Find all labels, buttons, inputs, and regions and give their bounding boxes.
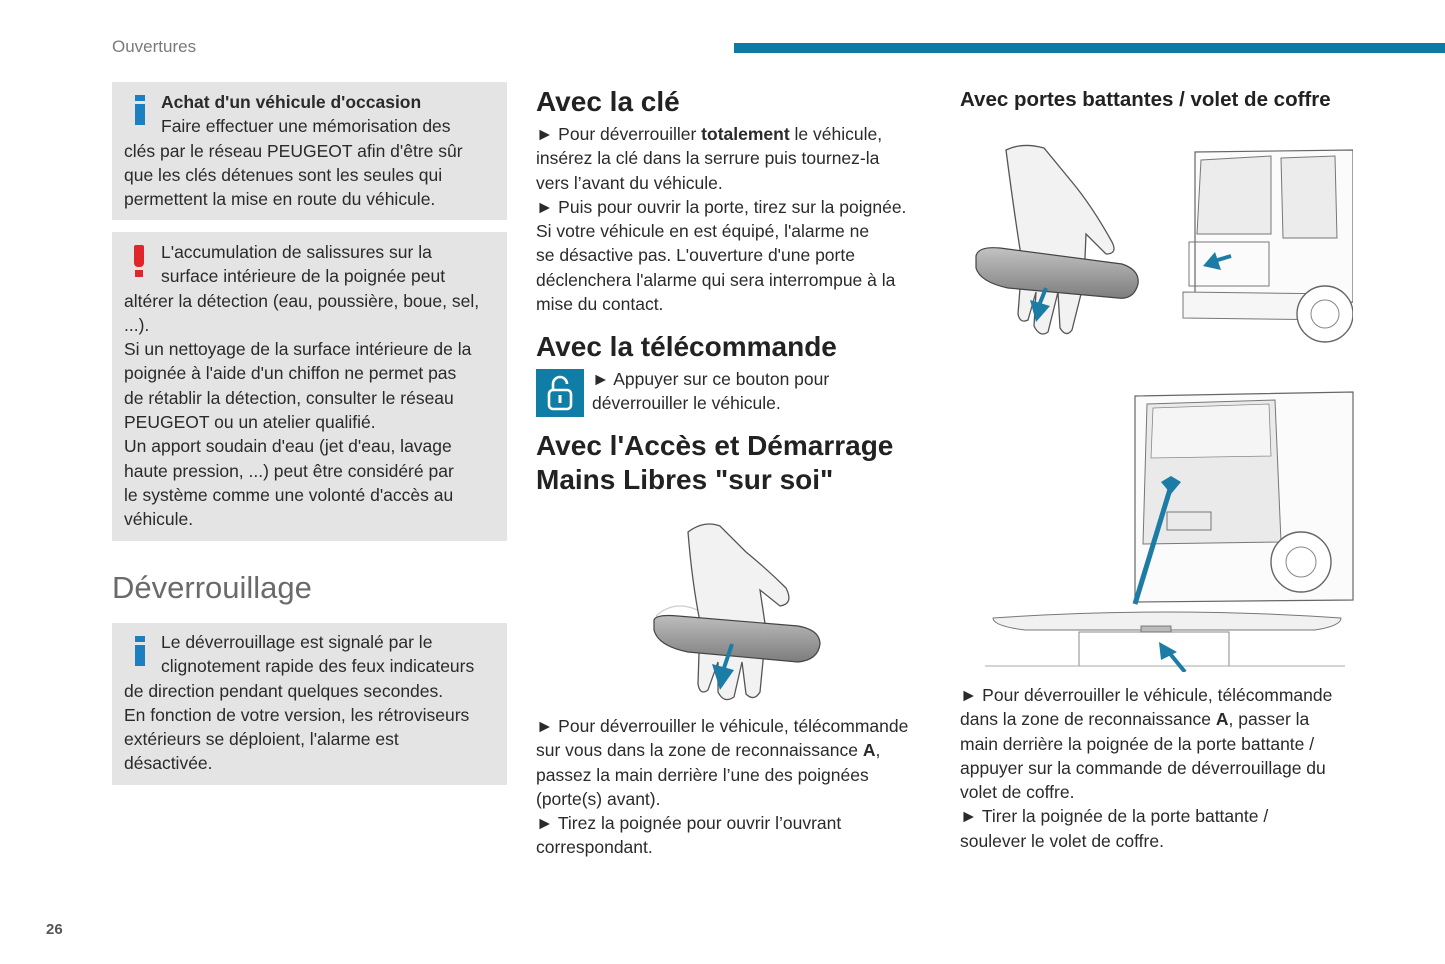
note-line: clés par le réseau PEUGEOT afin d'être sûr — [124, 140, 463, 161]
text-line: volet de coffre. — [960, 782, 1075, 803]
warning-icon — [132, 245, 146, 279]
note-line: surface intérieure de la poignée peut — [161, 266, 446, 287]
warning-note-salissures — [112, 232, 507, 541]
text-line: (porte(s) avant). — [536, 788, 661, 809]
header-accent-bar — [734, 43, 1445, 53]
heading-avec-cle: Avec la clé — [536, 86, 680, 117]
note-line: de rétablir la détection, consulter le réseau — [124, 387, 454, 408]
hand-handle-illustration — [648, 512, 828, 712]
page-number: 26 — [46, 921, 63, 938]
paragraph-avec-acces — [536, 714, 936, 860]
text-line: appuyer sur la commande de déverrouillage du — [960, 757, 1326, 778]
note-line: véhicule. — [124, 509, 194, 530]
heading-avec-acces: Avec l'Accès et Démarrage Mains Libres "sur soi" — [536, 430, 894, 495]
heading-avec-telecommande: Avec la télécommande — [536, 331, 837, 362]
van-rear-swing-doors-illustration — [1175, 142, 1353, 352]
info-icon — [134, 95, 146, 129]
note-line: PEUGEOT ou un atelier qualifié. — [124, 412, 376, 433]
note-line: Si un nettoyage de la surface intérieure de la — [124, 339, 472, 360]
note-line: le système comme une volonté d'accès au — [124, 484, 454, 505]
text-line: Si votre véhicule en est équipé, l'alarme ne — [536, 221, 870, 242]
text-line: sur vous dans la zone de reconnaissance A, — [536, 740, 881, 761]
note-line: poignée à l'aide d'un chiffon ne permet pas — [124, 363, 457, 384]
text-line: ► Appuyer sur ce bouton pour — [592, 369, 830, 389]
note-line: Le déverrouillage est signalé par le — [161, 632, 433, 652]
header-section-title: Ouvertures — [112, 37, 197, 56]
note-line: de direction pendant quelques secondes. — [124, 680, 444, 701]
note-line: altérer la détection (eau, poussière, boue, sel, — [124, 290, 480, 311]
note-line: Faire effectuer une mémorisation des — [161, 116, 451, 137]
note-line: que les clés détenues sont les seules qui — [124, 164, 443, 185]
note-line: En fonction de votre version, les rétroviseurs — [124, 704, 470, 725]
text-line: ► Pour déverrouiller totalement le véhicule, — [536, 124, 883, 144]
text-line: se désactive pas. L'ouverture d'une porte — [536, 245, 855, 266]
note-line: ...). — [124, 314, 150, 335]
text-line: main derrière la poignée de la porte battante / — [960, 733, 1315, 754]
heading-portes-battantes: Avec portes battantes / volet de coffre — [960, 88, 1331, 111]
paragraph-portes-battantes — [960, 683, 1360, 853]
note-line: désactivée. — [124, 753, 213, 774]
text-line: déclenchera l'alarme qui sera interrompue à la — [536, 269, 896, 290]
info-icon — [134, 636, 146, 670]
text-line: mise du contact. — [536, 294, 664, 315]
note-line: Un apport soudain d'eau (jet d'eau, lavage — [124, 436, 452, 457]
info-note-deverrouillage — [112, 623, 507, 785]
unlock-icon — [536, 369, 584, 417]
text-line: passez la main derrière l’une des poignées — [536, 764, 869, 785]
text-line: ► Pour déverrouiller le véhicule, télécommande — [536, 716, 909, 736]
text-line: ► Tirez la poignée pour ouvrir l’ouvrant — [536, 813, 842, 834]
note-line: clignotement rapide des feux indicateurs — [161, 656, 475, 677]
text-line: ► Tirer la poignée de la porte battante / — [960, 806, 1269, 827]
text-line: insérez la clé dans la serrure puis tournez-la — [536, 148, 880, 169]
text-line: ► Pour déverrouiller le véhicule, télécommande — [960, 685, 1333, 705]
note-line: haute pression, ...) peut être considéré par — [124, 460, 454, 481]
hand-door-handle-illustration — [972, 142, 1142, 342]
note-line: extérieurs se déploient, l'alarme est — [124, 729, 399, 750]
text-line: ► Puis pour ouvrir la porte, tirez sur la poignée. — [536, 196, 907, 217]
note-title: Achat d'un véhicule d'occasion — [161, 92, 422, 112]
text-line: déverrouiller le véhicule. — [592, 393, 781, 414]
paragraph-telecommande — [592, 367, 922, 416]
paragraph-avec-cle — [536, 122, 936, 316]
text-line: vers l’avant du véhicule. — [536, 172, 723, 193]
text-line: dans la zone de reconnaissance A, passer la — [960, 709, 1310, 730]
note-line: L'accumulation de salissures sur la — [161, 242, 432, 262]
text-line: correspondant. — [536, 837, 653, 858]
text-line: soulever le volet de coffre. — [960, 830, 1164, 851]
section-title-deverrouillage: Déverrouillage — [112, 570, 312, 605]
note-line: permettent la mise en route du véhicule. — [124, 189, 436, 210]
van-rear-tailgate-illustration — [985, 390, 1355, 672]
info-note-occasion — [112, 82, 507, 220]
